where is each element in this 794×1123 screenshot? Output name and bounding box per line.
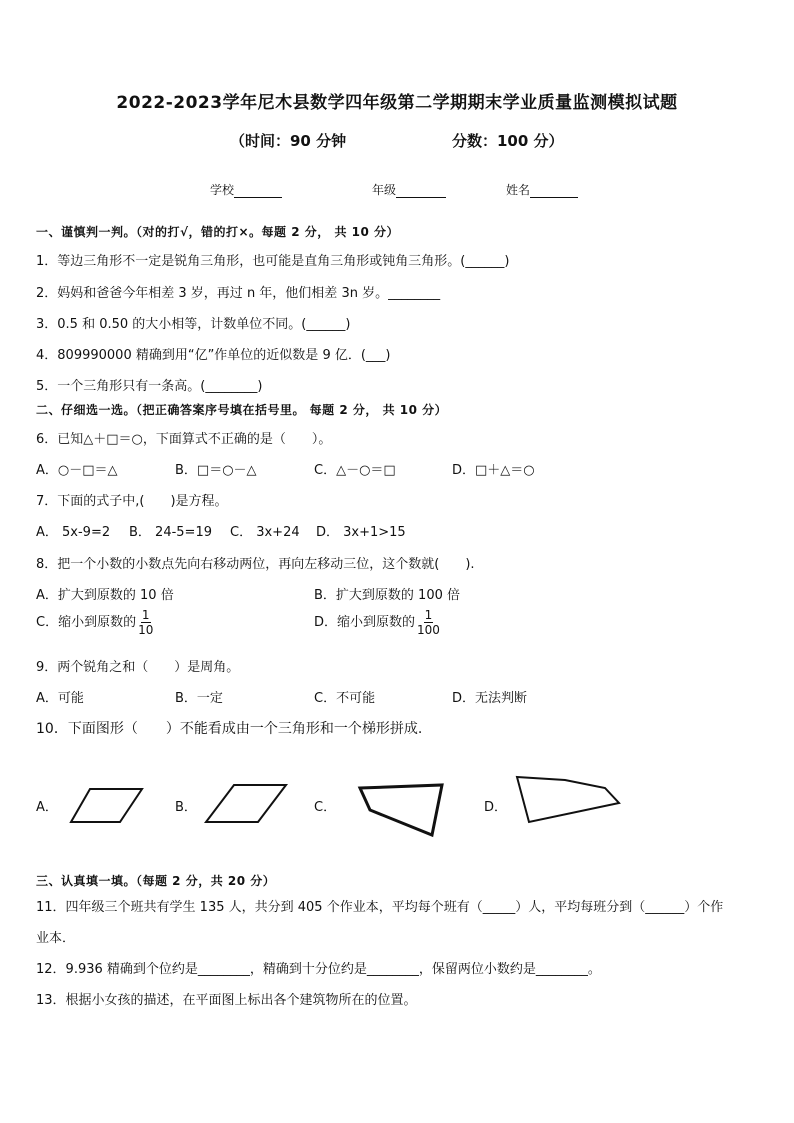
q7-option-a[interactable]: A． 5x-9=2 <box>36 525 111 540</box>
section1-heading: 一、谨慎判一判。（对的打√，错的打×。每题 2 分， 共 10 分） <box>36 225 399 239</box>
question-1: 1．等边三角形不一定是锐角三角形，也可能是直角三角形或钝角三角形。(______) <box>36 254 510 269</box>
q6-option-d[interactable]: D．□＋△＝○ <box>452 463 535 478</box>
q10-label-c[interactable]: C． <box>314 800 337 815</box>
fraction-numerator: 1 <box>424 608 433 622</box>
question-11: 11．四年级三个班共有学生 135 人，共分到 405 个作业本，平均每个班有（_____）人，平均每班分到（______）个作 <box>36 900 724 915</box>
question-13: 13．根据小女孩的描述，在平面图上标出各个建筑物所在的位置。 <box>36 993 417 1008</box>
q7-option-b[interactable]: B． 24-5=19 <box>129 525 212 540</box>
question-4: 4．809990000 精确到用“亿”作单位的近似数是 9 亿．(___) <box>36 348 391 363</box>
exam-time: （时间：90 分钟 <box>230 132 347 150</box>
q8-option-c-text: C．缩小到原数的 <box>36 615 137 630</box>
page-title: 2022-2023学年尼木县数学四年级第二学期期末学业质量监测模拟试题 <box>116 93 678 113</box>
grade-field[interactable] <box>372 181 446 198</box>
quadrilateral-outline <box>360 785 442 835</box>
q9-option-c[interactable]: C．不可能 <box>314 691 376 706</box>
question-9: 9．两个锐角之和（ ）是周角。 <box>36 660 240 675</box>
question-7: 7．下面的式子中,( )是方程。 <box>36 494 228 509</box>
fraction-one-hundredth <box>417 608 440 637</box>
quadrilateral-shape-c[interactable] <box>356 780 448 840</box>
parallelogram-outline <box>71 789 142 822</box>
q9-option-b[interactable]: B．一定 <box>175 691 223 706</box>
q10-label-b[interactable]: B． <box>175 800 197 815</box>
q10-label-a[interactable]: A． <box>36 800 58 815</box>
question-8: 8．把一个小数的小数点先向右移动两位，再向左移动三位，这个数就( ). <box>36 557 475 572</box>
parallelogram-outline <box>206 785 286 822</box>
parallelogram-shape-b[interactable] <box>203 782 289 826</box>
question-11-continued: 业本． <box>36 931 76 946</box>
school-label: 学校 <box>210 183 235 197</box>
parallelogram-shape-a[interactable] <box>68 784 148 826</box>
q6-option-b[interactable]: B．□＝○－△ <box>175 463 257 478</box>
section2-heading: 二、仔细选一选。（把正确答案序号填在括号里。 每题 2 分， 共 10 分） <box>36 403 448 417</box>
fraction-denominator: 10 <box>138 623 154 637</box>
question-2: 2．妈妈和爸爸今年相差 3 岁，再过 n 年，他们相差 3n 岁。________ <box>36 286 441 301</box>
q6-option-a[interactable]: A．○－□＝△ <box>36 463 118 478</box>
q8-option-d-text: D．缩小到原数的 <box>314 615 416 630</box>
q7-option-c[interactable]: C． 3x+24 <box>230 525 300 540</box>
q9-option-d[interactable]: D．无法判断 <box>452 691 528 706</box>
pentagon-shape-d[interactable] <box>513 772 625 826</box>
grade-blank[interactable] <box>396 197 446 198</box>
question-5: 5．一个三角形只有一条高。(________) <box>36 379 263 394</box>
question-3: 3．0.5 和 0.50 的大小相等，计数单位不同。(______) <box>36 317 351 332</box>
name-field[interactable] <box>506 181 578 198</box>
q8-option-d[interactable] <box>314 608 440 637</box>
q6-option-c[interactable]: C．△－○＝□ <box>314 463 396 478</box>
fraction-one-tenth <box>138 608 153 637</box>
question-12: 12．9.936 精确到个位约是________，精确到十分位约是________，保留两位小数约是________。 <box>36 962 601 977</box>
q10-label-d[interactable]: D． <box>484 800 508 815</box>
q7-option-d[interactable]: D． 3x+1>15 <box>316 525 406 540</box>
exam-score: 分数：100 分） <box>452 132 564 150</box>
q8-option-c[interactable] <box>36 608 153 637</box>
question-6: 6．已知△＋□＝○，下面算式不正确的是（ ）。 <box>36 432 332 447</box>
q8-option-b[interactable]: B．扩大到原数的 100 倍 <box>314 588 460 603</box>
q9-option-a[interactable]: A．可能 <box>36 691 84 706</box>
q8-option-a[interactable]: A．扩大到原数的 10 倍 <box>36 588 174 603</box>
section3-heading: 三、认真填一填。（每题 2 分，共 20 分） <box>36 874 276 888</box>
grade-label: 年级 <box>372 183 397 197</box>
name-blank[interactable] <box>530 197 578 198</box>
question-10: 10．下面图形（ ）不能看成由一个三角形和一个梯形拼成. <box>36 721 423 737</box>
pentagon-outline <box>517 777 619 822</box>
name-label: 姓名 <box>506 183 531 197</box>
fraction-numerator: 1 <box>141 608 150 622</box>
fraction-denominator: 100 <box>417 623 440 637</box>
school-field[interactable] <box>210 181 282 198</box>
school-blank[interactable] <box>234 197 282 198</box>
